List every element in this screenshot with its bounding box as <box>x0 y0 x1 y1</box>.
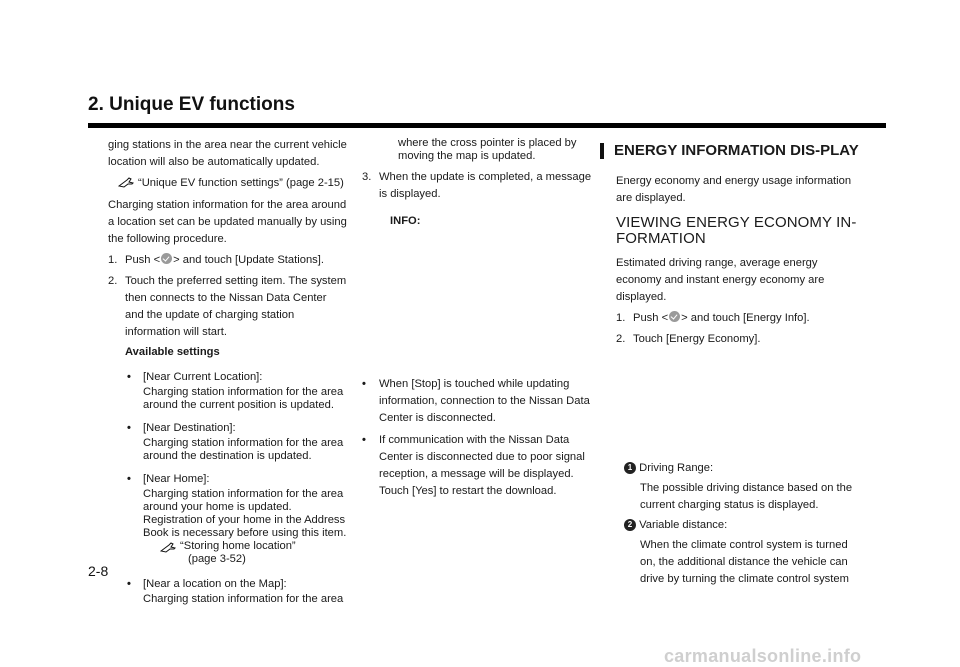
step-number: 2. <box>108 275 118 287</box>
bullet: • <box>127 578 131 590</box>
reference-pointer-icon <box>160 542 176 554</box>
setting-desc: Charging station information for the area around the current position is updated. <box>143 386 344 411</box>
step-text: Push < > and touch [Energy Info]. <box>633 312 810 324</box>
paragraph: Charging station information for the area around a location set can be updated manually by using the following procedure. <box>108 199 347 245</box>
reference-pointer-icon <box>118 177 134 189</box>
bullet: • <box>362 434 366 446</box>
cross-reference-text: “Storing home location” (page 3-52) <box>180 540 296 565</box>
subsection-heading: VIEWING ENERGY ECONOMY IN-FORMATION <box>616 214 857 247</box>
step-1 <box>108 252 348 269</box>
step-2 <box>616 331 862 348</box>
setting-label: [Near a location on the Map]: <box>143 578 287 590</box>
setting-desc: Charging station information for the area around your home is updated. Registration of your home in the Address Book is necessary before using this item. <box>143 488 347 539</box>
spacer <box>616 348 862 460</box>
info-bullet <box>362 376 602 427</box>
cross-reference-text: “Unique EV function settings” (page 2-15) <box>138 177 344 189</box>
step-text: Touch [Energy Economy]. <box>633 333 761 345</box>
column-middle <box>362 137 602 500</box>
setting-item <box>108 471 348 488</box>
step-text: Push < > and touch [Update Stations]. <box>125 254 324 266</box>
watermark: carmanualsonline.info <box>664 646 862 666</box>
step-number: 1. <box>108 254 118 266</box>
step-text: When the update is completed, a message is displayed. <box>379 171 592 200</box>
setting-label: [Near Destination]: <box>143 422 236 434</box>
bullet: • <box>127 371 131 383</box>
setting-desc: Charging station information for the area around the destination is updated. <box>143 437 344 462</box>
step-number: 3. <box>362 171 372 183</box>
cross-reference <box>108 175 348 192</box>
step-2 <box>108 273 348 341</box>
section-heading: ENERGY INFORMATION DIS-PLAY <box>600 143 862 159</box>
chapter-title: 2. Unique EV functions <box>88 94 295 115</box>
callout-label: Driving Range: <box>639 462 714 474</box>
callout-number-icon: 1 <box>624 462 636 474</box>
bullet: • <box>362 378 366 390</box>
paragraph: Energy economy and energy usage information are displayed. <box>616 175 852 204</box>
header-rule <box>88 123 886 128</box>
setting-label: [Near Home]: <box>143 473 210 485</box>
enter-key-icon <box>669 311 680 322</box>
step-number: 1. <box>616 312 626 324</box>
bullet: • <box>127 422 131 434</box>
step-3 <box>362 169 602 203</box>
callout-2 <box>616 517 862 534</box>
setting-item <box>108 369 348 386</box>
column-left <box>108 137 348 606</box>
cross-reference <box>108 540 348 566</box>
column-right <box>616 137 862 588</box>
step-text: Touch the preferred setting item. The system then connects to the Nissan Data Center and the update of charging station information will start. <box>125 275 347 338</box>
info-bullet-text: When [Stop] is touched while updating information, connection to the Nissan Data Center is disconnected. <box>379 378 590 424</box>
paragraph: Estimated driving range, average energy economy and instant energy economy are displayed. <box>616 257 825 303</box>
spacer <box>362 230 602 372</box>
setting-item <box>108 576 348 593</box>
page-number: 2-8 <box>88 563 109 579</box>
callout-desc: When the climate control system is turned on, the additional distance the vehicle can drive by turning the climate control system <box>640 539 849 585</box>
setting-item <box>108 420 348 437</box>
info-bullet <box>362 432 602 500</box>
bullet: • <box>127 473 131 485</box>
info-label: INFO: <box>390 215 421 227</box>
step-number: 2. <box>616 333 626 345</box>
setting-desc: Charging station information for the area <box>143 593 344 605</box>
available-settings-label: Available settings <box>125 346 220 358</box>
step-1 <box>616 310 862 327</box>
setting-label: [Near Current Location]: <box>143 371 263 383</box>
paragraph: ging stations in the area near the current vehicle location will also be automatically updated. <box>108 139 347 168</box>
callout-number-icon: 2 <box>624 519 636 531</box>
callout-desc: The possible driving distance based on the current charging status is displayed. <box>640 482 853 511</box>
enter-key-icon <box>161 253 172 264</box>
callout-1 <box>616 460 862 477</box>
info-bullet-text: If communication with the Nissan Data Center is disconnected due to poor signal reception, a message will be displayed. Touch [Yes] to restart the download. <box>379 434 585 497</box>
setting-desc-continued: where the cross pointer is placed by moving the map is updated. <box>398 137 577 162</box>
callout-label: Variable distance: <box>639 519 728 531</box>
